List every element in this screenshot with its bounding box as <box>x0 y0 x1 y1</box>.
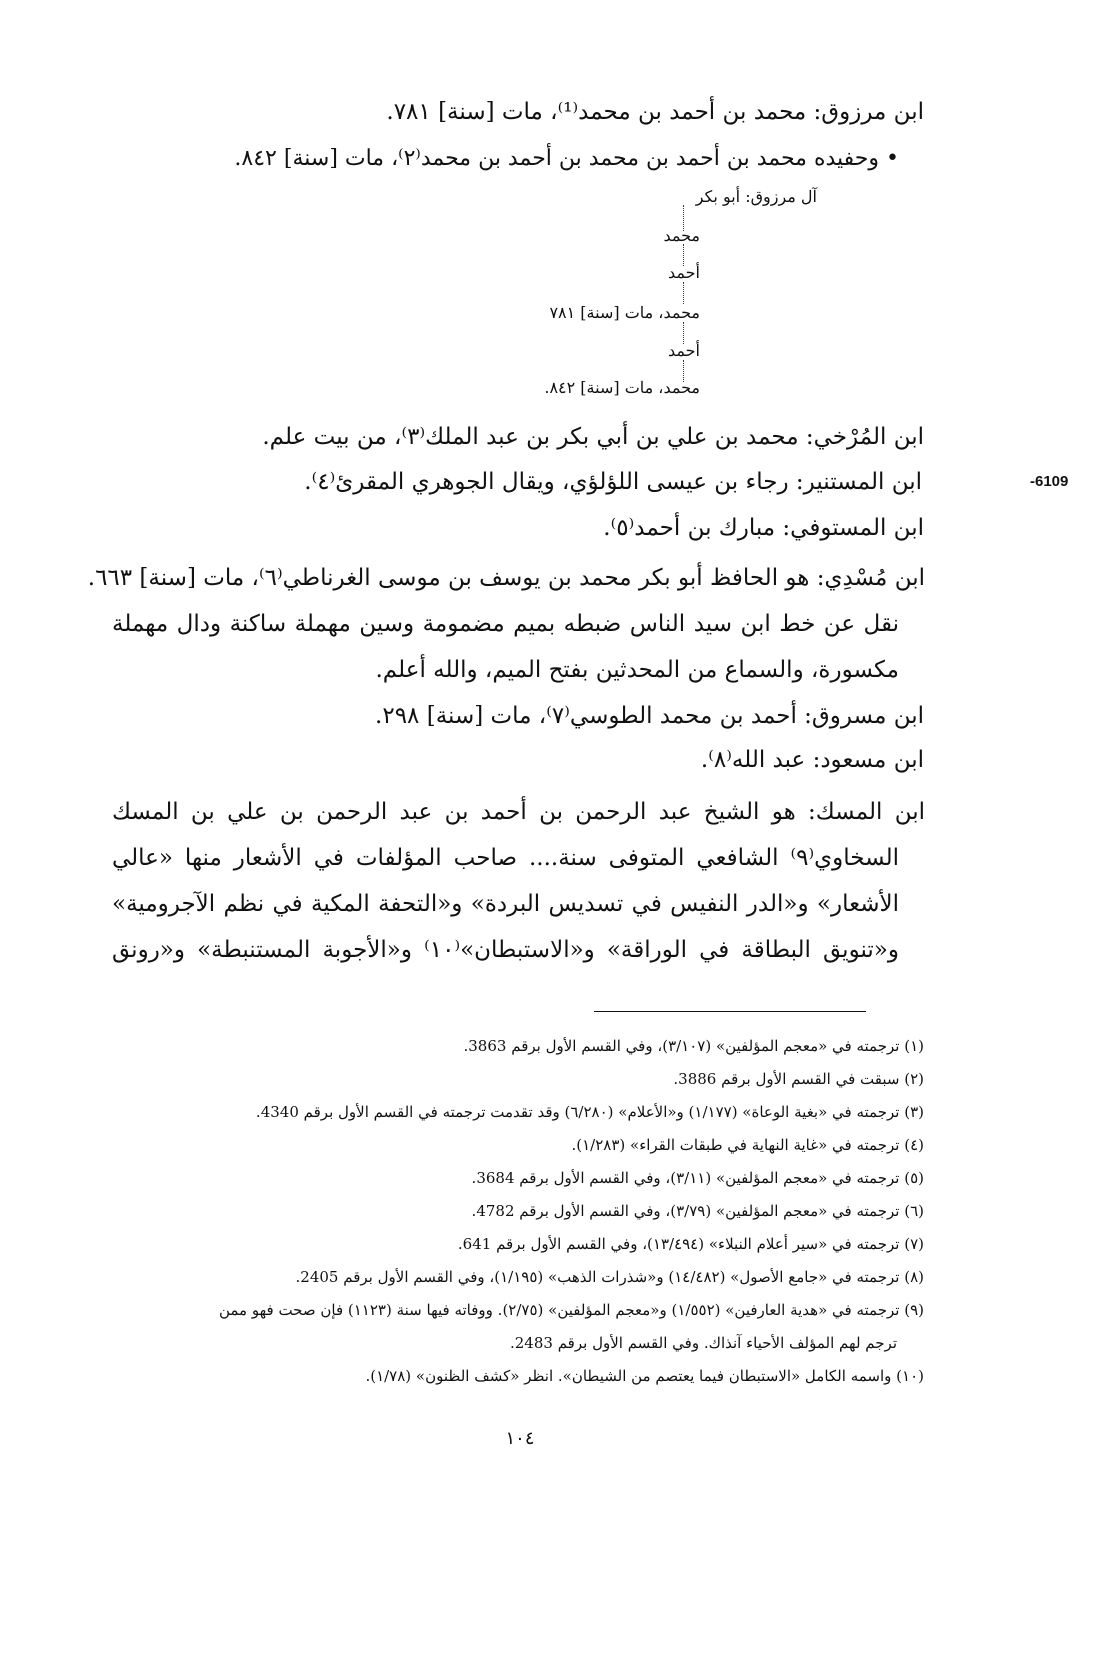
footnote: (٣) ترجمته في «بغية الوعاة» (١/١٧٧) و«الأعلام» (٦/٢٨٠) وقد تقدمت ترجمته في القسم الأول برقم 4340. <box>255 1103 924 1121</box>
entry-ibn-al-misk-text: الأشعار» و«الدر النفيس في تسديس البردة» و«التحفة المكية في نظم الآجرومية» <box>112 891 899 917</box>
entry-ibn-musdi-note: مكسورة، والسماع من المحدثين بفتح الميم، والله أعلم. <box>375 657 899 683</box>
tree-node: محمد <box>663 226 700 245</box>
entry-ibn-musdi: ابن مُسْدِي: هو الحافظ أبو بكر محمد بن يوسف بن موسى الغرناطي⁽٦⁾، مات [سنة] ٦٦٣. <box>87 565 925 591</box>
tree-connector <box>683 282 684 304</box>
tree-node: أحمد <box>668 341 700 360</box>
entry-ibn-marzuq: ابن مرزوق: محمد بن أحمد بن محمد⁽¹⁾، مات [سنة] ٧٨١. <box>386 99 924 125</box>
footnote: (٦) ترجمته في «معجم المؤلفين» (٣/٧٩)، وفي القسم الأول برقم 4782. <box>471 1202 924 1220</box>
tree-node: محمد، مات [سنة] ٨٤٢. <box>544 378 700 397</box>
footnote: (٢) سبقت في القسم الأول برقم 3886. <box>673 1070 924 1088</box>
footnote: (١٠) واسمه الكامل «الاستبطان فيما يعتصم من الشيطان». انظر «كشف الظنون» (١/٧٨). <box>365 1367 924 1385</box>
entry-ibn-al-misk-text: السخاوي⁽٩⁾ الشافعي المتوفى سنة.... صاحب المؤلفات في الأشعار منها «عالي <box>112 845 899 871</box>
entry-ibn-musdi-note: نقل عن خط ابن سيد الناس ضبطه بميم مضمومة وسين مهملة ساكنة ودال مهملة <box>112 611 899 637</box>
entry-number: 6109- <box>1030 473 1069 490</box>
entry-ibn-al-mustawfi: ابن المستوفي: مبارك بن أحمد⁽٥⁾. <box>603 515 924 541</box>
footnote-separator <box>594 1011 866 1012</box>
footnote: (٩) ترجمته في «هدية العارفين» (١/٥٥٢) و«معجم المؤلفين» (٢/٧٥). ووفاته فيها سنة (١١٢٣) فإن صحت فهو ممن <box>218 1301 924 1319</box>
entry-ibn-al-mustanir: ابن المستنير: رجاء بن عيسى اللؤلؤي، ويقال الجوهري المقرئ⁽٤⁾. <box>304 469 922 495</box>
tree-node: محمد، مات [سنة] ٧٨١ <box>549 303 700 322</box>
tree-root: آل مرزوق: أبو بكر <box>695 187 817 206</box>
tree-node: أحمد <box>668 263 700 282</box>
footnote: (٨) ترجمته في «جامع الأصول» (١٤/٤٨٢) و«شذرات الذهب» (١/١٩٥)، وفي القسم الأول برقم 2405. <box>295 1268 924 1286</box>
footnote: (١) ترجمته في «معجم المؤلفين» (٣/١٠٧)، وفي القسم الأول برقم 3863. <box>463 1037 924 1055</box>
entry-ibn-al-murkhi: ابن المُرْخي: محمد بن علي بن أبي بكر بن عبد الملك⁽٣⁾، من بيت علم. <box>262 424 924 450</box>
entry-ibn-marzuq-grandson: • وحفيده محمد بن أحمد بن محمد بن أحمد بن محمد⁽٢⁾، مات [سنة] ٨٤٢. <box>234 146 899 171</box>
entry-ibn-masud: ابن مسعود: عبد الله⁽٨⁾. <box>700 747 924 773</box>
footnote: (٧) ترجمته في «سير أعلام النبلاء» (١٣/٤٩٤)، وفي القسم الأول برقم 641. <box>457 1235 924 1253</box>
entry-ibn-masruq: ابن مسروق: أحمد بن محمد الطوسي⁽٧⁾، مات [سنة] ٢٩٨. <box>375 703 924 729</box>
footnote: (٤) ترجمته في «غاية النهاية في طبقات القراء» (١/٢٨٣). <box>571 1136 924 1154</box>
entry-ibn-al-misk: ابن المسك: هو الشيخ عبد الرحمن بن أحمد بن عبد الرحمن بن علي بن المسك <box>112 799 925 825</box>
footnote: (٥) ترجمته في «معجم المؤلفين» (٣/١١)، وفي القسم الأول برقم 3684. <box>471 1169 924 1187</box>
page-number: ١٠٤ <box>505 1428 535 1449</box>
footnote-continuation: ترجم لهم المؤلف الأحياء آنذاك. وفي القسم الأول برقم 2483. <box>509 1334 897 1352</box>
entry-ibn-al-misk-text: و«تنويق البطاقة في الوراقة» و«الاستبطان»⁽١٠⁾ و«الأجوبة المستنبطة» و«رونق <box>112 937 899 963</box>
